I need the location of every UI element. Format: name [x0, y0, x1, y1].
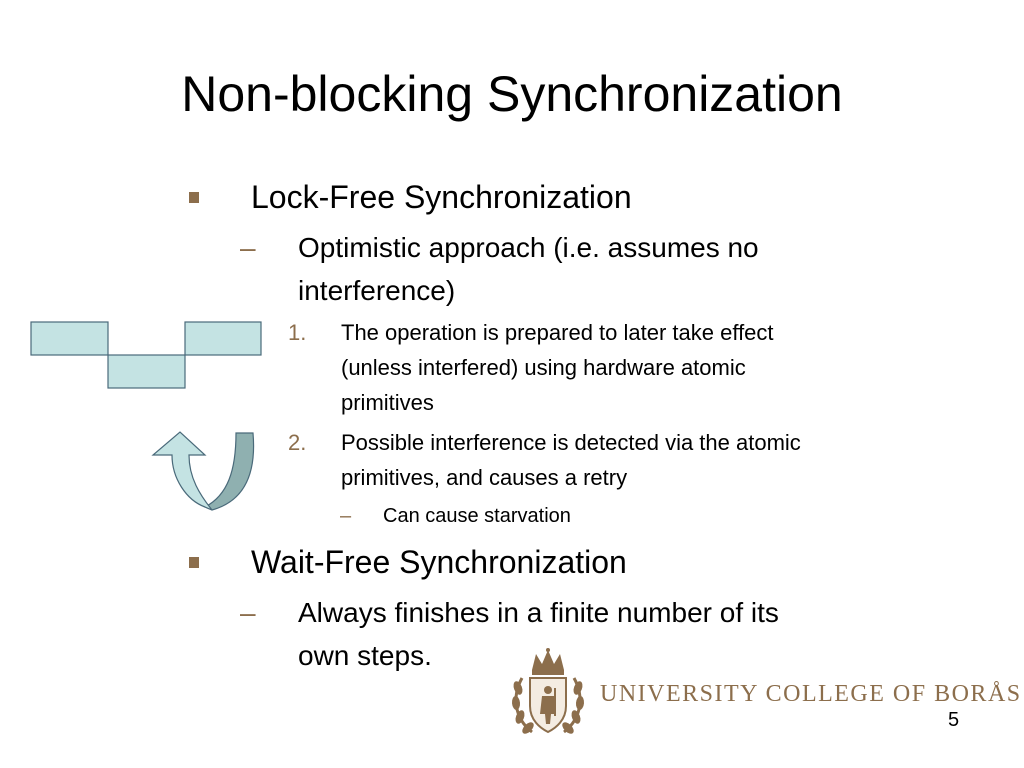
step-1-line3: primitives — [341, 390, 434, 415]
sub-bullet-always-line2: own steps. — [298, 640, 432, 671]
slide-title: Non-blocking Synchronization — [181, 66, 843, 122]
bullet-lock-free: Lock-Free Synchronization — [251, 179, 632, 215]
step-2-line2: primitives, and causes a retry — [341, 465, 628, 490]
retry-arrow-icon — [153, 432, 254, 510]
bullet-wait-free: Wait-Free Synchronization — [251, 544, 627, 580]
sub-bullet-optimistic-line1: Optimistic approach (i.e. assumes no — [298, 232, 759, 263]
step-number: 2. — [288, 430, 307, 455]
step-1-line1: The operation is prepared to later take effect — [341, 320, 774, 345]
block-right — [185, 322, 261, 355]
blocks-diagram — [31, 322, 261, 388]
sub-bullet-always-line1: Always finishes in a finite number of its — [298, 597, 779, 628]
step-number: 1. — [288, 320, 307, 345]
page-number: 5 — [948, 709, 960, 731]
block-middle-lower — [108, 355, 185, 388]
dash-bullet: – — [340, 505, 352, 527]
square-bullet-icon — [189, 557, 199, 568]
dash-bullet: – — [240, 597, 256, 628]
university-name: UNIVERSITY COLLEGE OF BORÅS — [600, 681, 1022, 707]
sub-bullet-starvation: Can cause starvation — [383, 505, 571, 527]
retry-diagram — [0, 0, 300, 520]
dash-bullet: – — [240, 232, 256, 263]
crest-icon — [508, 648, 588, 740]
block-left — [31, 322, 108, 355]
step-1-line2: (unless interfered) using hardware atomic — [341, 355, 746, 380]
sub-bullet-optimistic-line2: interference) — [298, 275, 456, 306]
university-logo — [508, 646, 1022, 742]
step-2-line1: Possible interference is detected via the atomic — [341, 430, 801, 455]
